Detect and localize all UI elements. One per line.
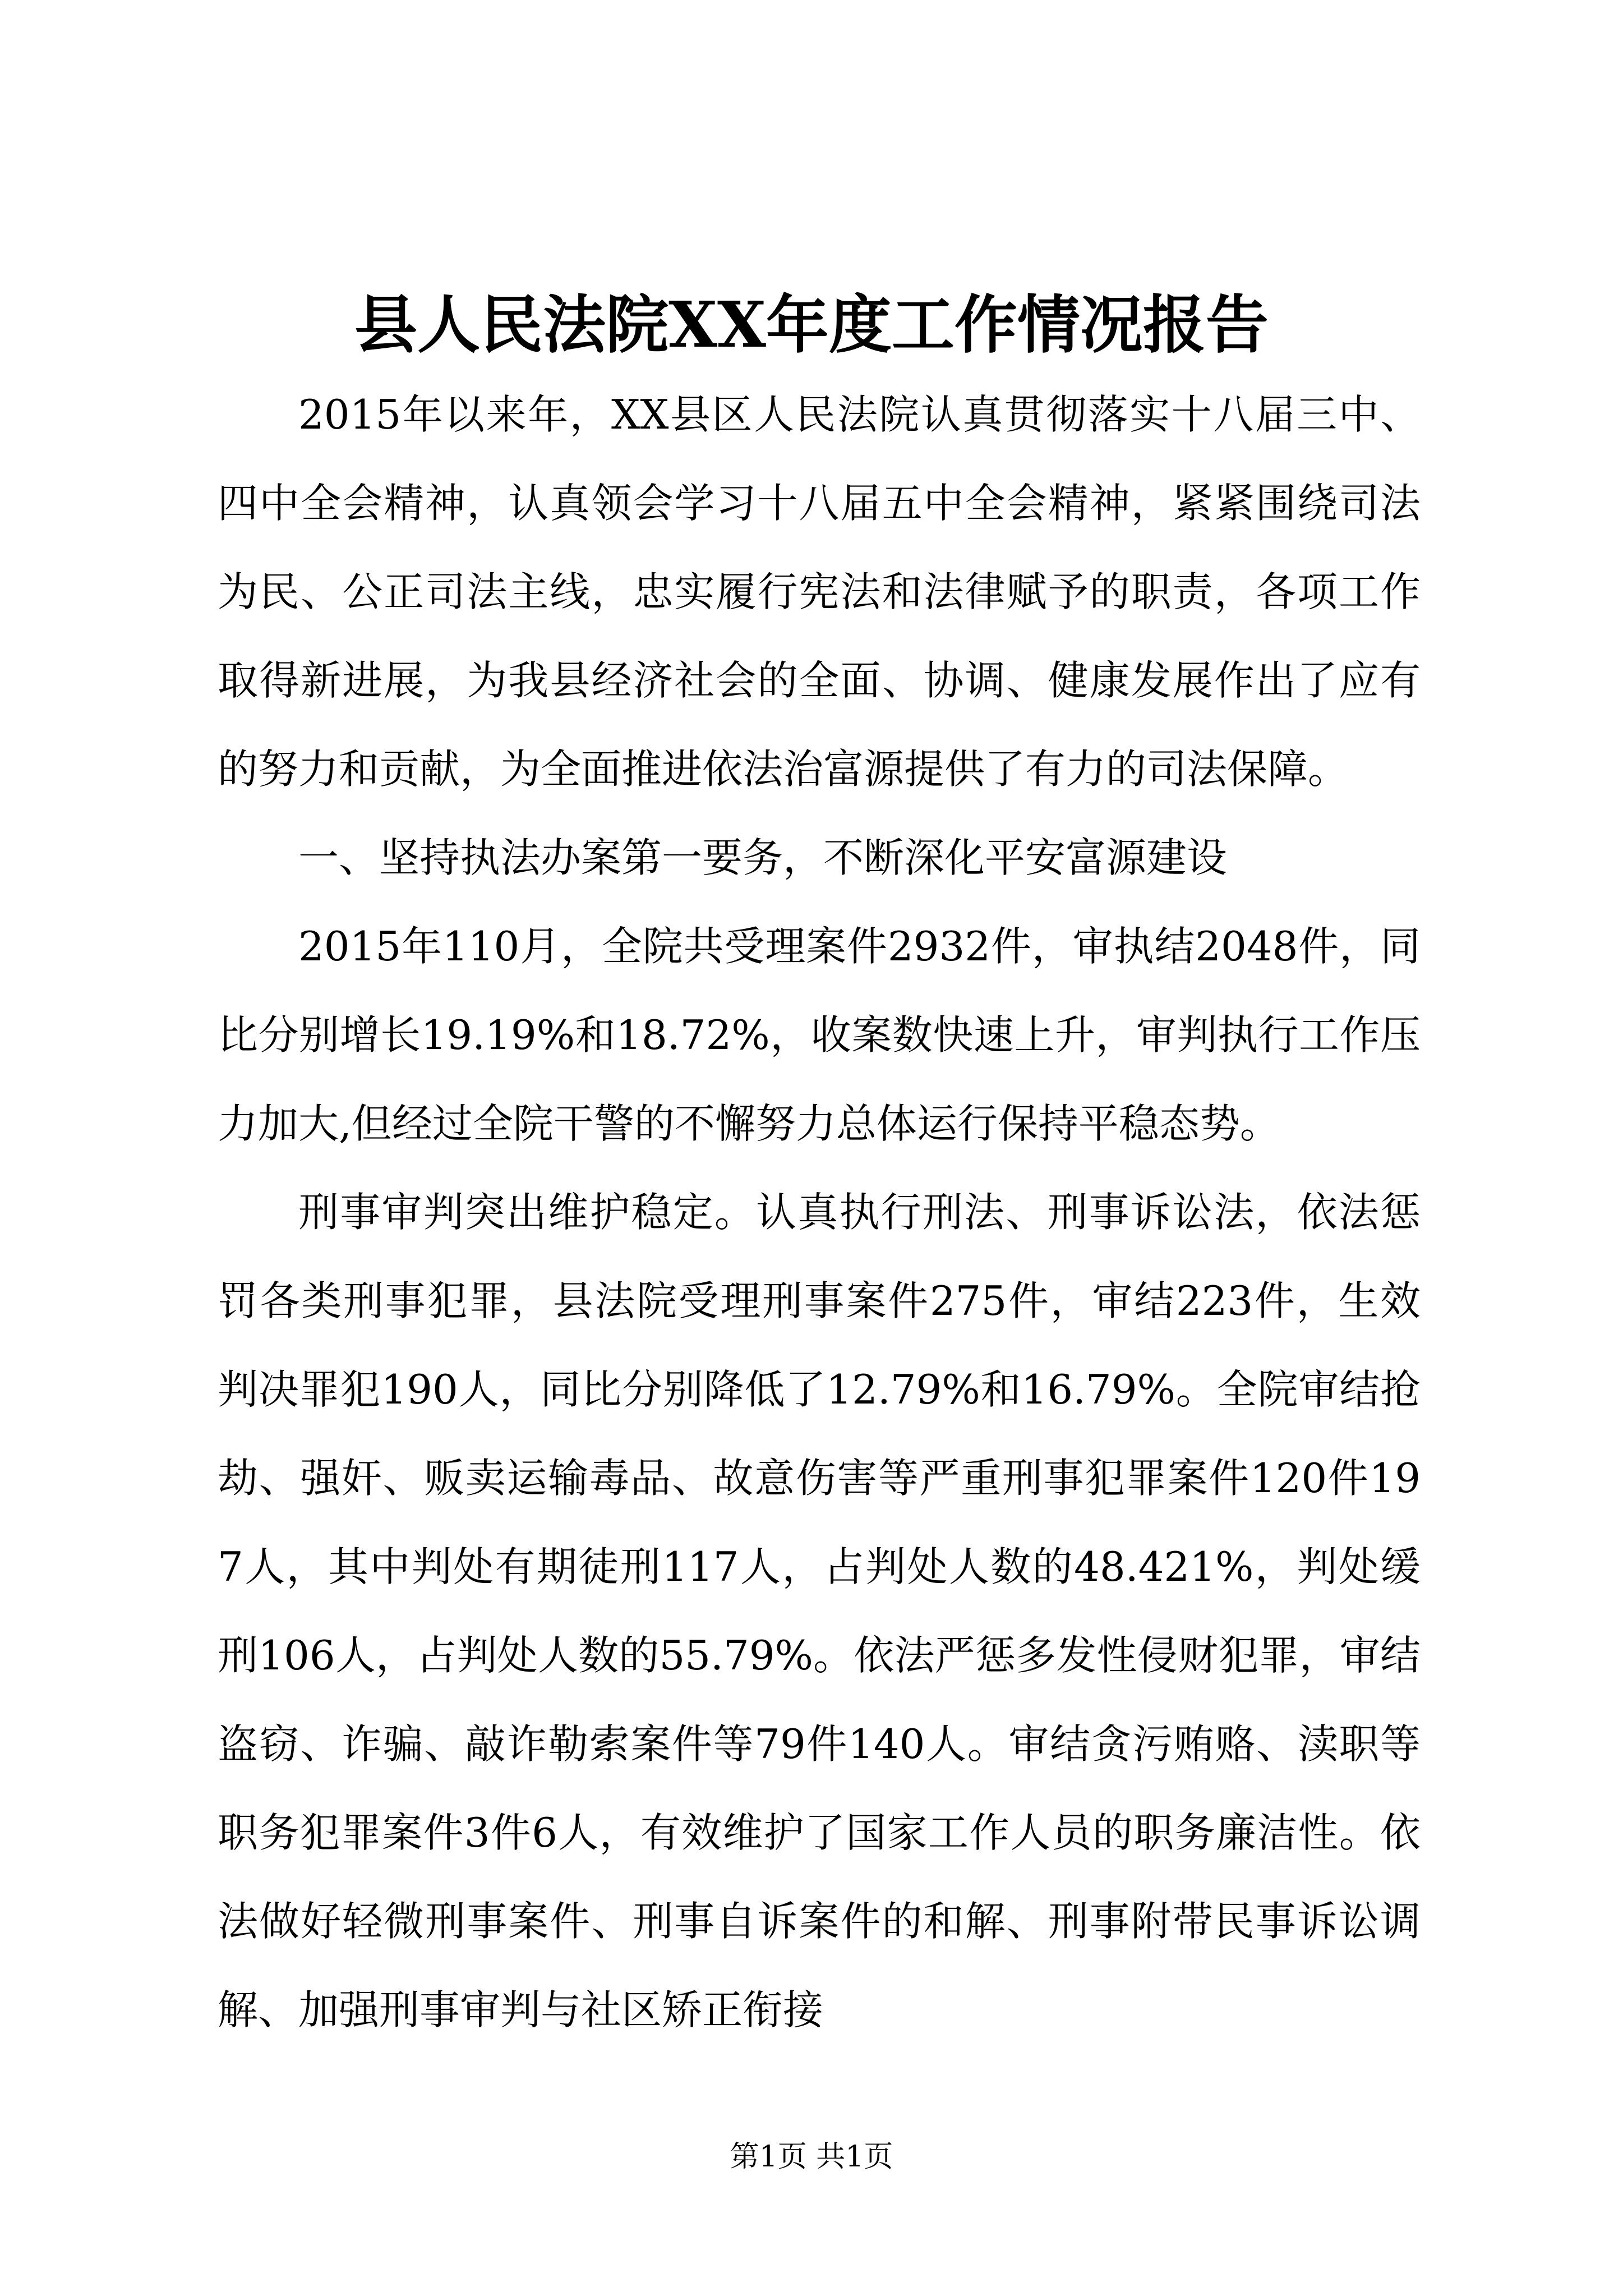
paragraph-case-stats: 2015年110月，全院共受理案件2932件，审执结2048件，同比分别增长19.19%和18.72%，收案数快速上升，审判执行工作压力加大,但经过全院干警的不懈努力总体运行保持平稳态势。	[218, 923, 1421, 1147]
paragraph-criminal-trial: 刑事审判突出维护稳定。认真执行刑法、刑事诉讼法，依法惩罚各类刑事犯罪，县法院受理刑事案件275件，审结223件，生效判决罪犯190人，同比分别降低了12.79%和16.79%。全院审结抢劫、强奸、贩卖运输毒品、故意伤害等严重刑事犯罪案件120件197人，其中判处有期徒刑117人，占判处人数的48.421%，判处缓刑106人，占判处人数的55.79%。依法严惩多发性侵财犯罪，审结盗窃、诈骗、敲诈勒索案件等79件140人。审结贪污贿赂、渎职等职务犯罪案件3件6人，有效维护了国家工作人员的职务廉洁性。依法做好轻微刑事案件、刑事自诉案件的和解、刑事附带民事诉讼调解、加强刑事审判与社区矫正衔接	[218, 1189, 1421, 2033]
page-footer: 第1页 共1页	[730, 2140, 893, 2174]
section-heading-1: 一、坚持执法办案第一要务，不断深化平安富源建设	[298, 834, 1228, 881]
paragraph-intro: 2015年以来年，XX县区人民法院认真贯彻落实十八届三中、四中全会精神，认真领会学习十八届五中全会精神，紧紧围绕司法为民、公正司法主线，忠实履行宪法和法律赋予的职责，各项工作取得新进展，为我县经济社会的全面、协调、健康发展作出了应有的努力和贡献，为全面推进依法治富源提供了有力的司法保障。	[218, 391, 1421, 793]
document-title: 县人民法院XX年度工作情况报告	[354, 288, 1269, 362]
document-body	[218, 370, 1421, 2054]
